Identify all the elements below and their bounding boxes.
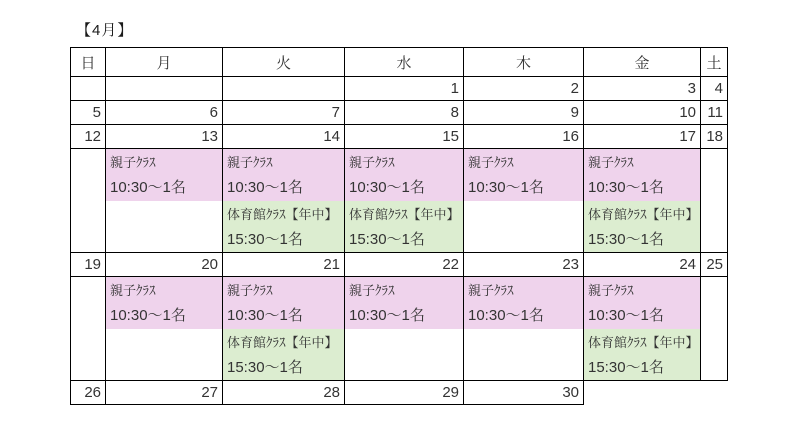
date-cell-25: 25 xyxy=(701,253,728,277)
date-cell-27: 27 xyxy=(106,381,223,405)
event-parent-child-class-label: 親子ｸﾗｽ xyxy=(588,283,634,298)
event-cell xyxy=(71,149,106,253)
week-2-date-row xyxy=(71,101,728,125)
event-cell xyxy=(584,277,701,381)
date-cell-10: 10 xyxy=(584,101,701,125)
date-cell-9: 9 xyxy=(464,101,584,125)
weekday-header-1: 月 xyxy=(106,48,223,77)
date-cell-29: 29 xyxy=(345,381,464,405)
date-cell-2: 2 xyxy=(464,77,584,101)
date-cell-empty xyxy=(223,77,345,101)
week-5-date-row xyxy=(71,381,728,405)
event-cell xyxy=(106,149,223,253)
event-parent-child-class xyxy=(584,277,700,329)
ghost-cell xyxy=(584,381,701,405)
event-gym-class xyxy=(584,329,700,380)
date-cell-3: 3 xyxy=(584,77,701,101)
date-cell-18: 18 xyxy=(701,125,728,149)
date-cell-19: 19 xyxy=(71,253,106,277)
date-cell-23: 23 xyxy=(464,253,584,277)
event-gym-class-label: 体育館ｸﾗｽ【年中】 xyxy=(588,335,699,350)
weekday-header-4: 木 xyxy=(464,48,584,77)
date-cell-11: 11 xyxy=(701,101,728,125)
event-cell xyxy=(464,277,584,381)
event-gym-class-time: 15:30～1名 xyxy=(588,359,664,376)
weekday-header-2: 火 xyxy=(223,48,345,77)
event-gym-class-label: 体育館ｸﾗｽ【年中】 xyxy=(227,335,338,350)
page-title: 【4月】 xyxy=(76,22,134,39)
date-cell-17: 17 xyxy=(584,125,701,149)
event-parent-child-class-time: 10:30～1名 xyxy=(468,179,544,196)
date-cell-14: 14 xyxy=(223,125,345,149)
week-4-event-row xyxy=(71,277,728,381)
event-cell xyxy=(106,277,223,381)
date-cell-5: 5 xyxy=(71,101,106,125)
date-cell-28: 28 xyxy=(223,381,345,405)
event-cell xyxy=(223,149,345,253)
event-cell xyxy=(701,277,728,381)
event-gym-class-time: 15:30～1名 xyxy=(227,359,303,376)
date-cell-13: 13 xyxy=(106,125,223,149)
event-parent-child-class-label: 親子ｸﾗｽ xyxy=(110,155,156,170)
date-cell-21: 21 xyxy=(223,253,345,277)
event-gym-class xyxy=(223,329,344,380)
week-3-event-row xyxy=(71,149,728,253)
event-cell xyxy=(71,277,106,381)
date-cell-8: 8 xyxy=(345,101,464,125)
event-parent-child-class-label: 親子ｸﾗｽ xyxy=(227,283,273,298)
date-cell-15: 15 xyxy=(345,125,464,149)
event-parent-child-class-label: 親子ｸﾗｽ xyxy=(349,283,395,298)
event-cell xyxy=(345,149,464,253)
date-cell-30: 30 xyxy=(464,381,584,405)
event-parent-child-class xyxy=(345,277,463,329)
event-gym-class-time: 15:30～1名 xyxy=(588,231,664,248)
date-cell-7: 7 xyxy=(223,101,345,125)
event-gym-class-time: 15:30～1名 xyxy=(227,231,303,248)
event-gym-class xyxy=(345,201,463,252)
date-cell-22: 22 xyxy=(345,253,464,277)
week-1-date-row xyxy=(71,77,728,101)
event-cell xyxy=(345,277,464,381)
event-parent-child-class xyxy=(106,149,222,201)
event-parent-child-class xyxy=(584,149,700,201)
weekday-header-3: 水 xyxy=(345,48,464,77)
event-parent-child-class-time: 10:30～1名 xyxy=(227,179,303,196)
event-cell xyxy=(223,277,345,381)
event-parent-child-class-time: 10:30～1名 xyxy=(349,179,425,196)
date-cell-26: 26 xyxy=(71,381,106,405)
event-parent-child-class-time: 10:30～1名 xyxy=(588,307,664,324)
weekday-header-row xyxy=(71,48,728,77)
event-gym-class xyxy=(223,201,344,252)
event-cell xyxy=(584,149,701,253)
april-calendar xyxy=(70,47,728,405)
event-parent-child-class-time: 10:30～1名 xyxy=(110,307,186,324)
week-4-date-row xyxy=(71,253,728,277)
event-parent-child-class-time: 10:30～1名 xyxy=(349,307,425,324)
week-3-date-row xyxy=(71,125,728,149)
event-gym-class-label: 体育館ｸﾗｽ【年中】 xyxy=(227,207,338,222)
date-cell-4: 4 xyxy=(701,77,728,101)
date-cell-1: 1 xyxy=(345,77,464,101)
event-parent-child-class-time: 10:30～1名 xyxy=(468,307,544,324)
event-parent-child-class-time: 10:30～1名 xyxy=(110,179,186,196)
event-parent-child-class-label: 親子ｸﾗｽ xyxy=(110,283,156,298)
event-parent-child-class-time: 10:30～1名 xyxy=(227,307,303,324)
event-parent-child-class-label: 親子ｸﾗｽ xyxy=(468,283,514,298)
weekday-header-0: 日 xyxy=(71,48,106,77)
event-parent-child-class xyxy=(345,149,463,201)
date-cell-20: 20 xyxy=(106,253,223,277)
event-parent-child-class-label: 親子ｸﾗｽ xyxy=(349,155,395,170)
event-cell xyxy=(464,149,584,253)
event-gym-class-label: 体育館ｸﾗｽ【年中】 xyxy=(349,207,460,222)
date-cell-16: 16 xyxy=(464,125,584,149)
event-cell xyxy=(701,149,728,253)
event-gym-class xyxy=(584,201,700,252)
weekday-header-6: 土 xyxy=(701,48,728,77)
event-gym-class-label: 体育館ｸﾗｽ【年中】 xyxy=(588,207,699,222)
event-gym-class-time: 15:30～1名 xyxy=(349,231,425,248)
date-cell-6: 6 xyxy=(106,101,223,125)
event-parent-child-class xyxy=(223,149,344,201)
date-cell-empty xyxy=(106,77,223,101)
event-parent-child-class-label: 親子ｸﾗｽ xyxy=(588,155,634,170)
ghost-cell xyxy=(701,381,728,405)
event-parent-child-class xyxy=(464,149,583,201)
event-parent-child-class xyxy=(106,277,222,329)
date-cell-24: 24 xyxy=(584,253,701,277)
event-parent-child-class xyxy=(464,277,583,329)
event-parent-child-class-label: 親子ｸﾗｽ xyxy=(468,155,514,170)
event-parent-child-class-label: 親子ｸﾗｽ xyxy=(227,155,273,170)
event-parent-child-class xyxy=(223,277,344,329)
date-cell-12: 12 xyxy=(71,125,106,149)
weekday-header-5: 金 xyxy=(584,48,701,77)
date-cell-empty xyxy=(71,77,106,101)
event-parent-child-class-time: 10:30～1名 xyxy=(588,179,664,196)
